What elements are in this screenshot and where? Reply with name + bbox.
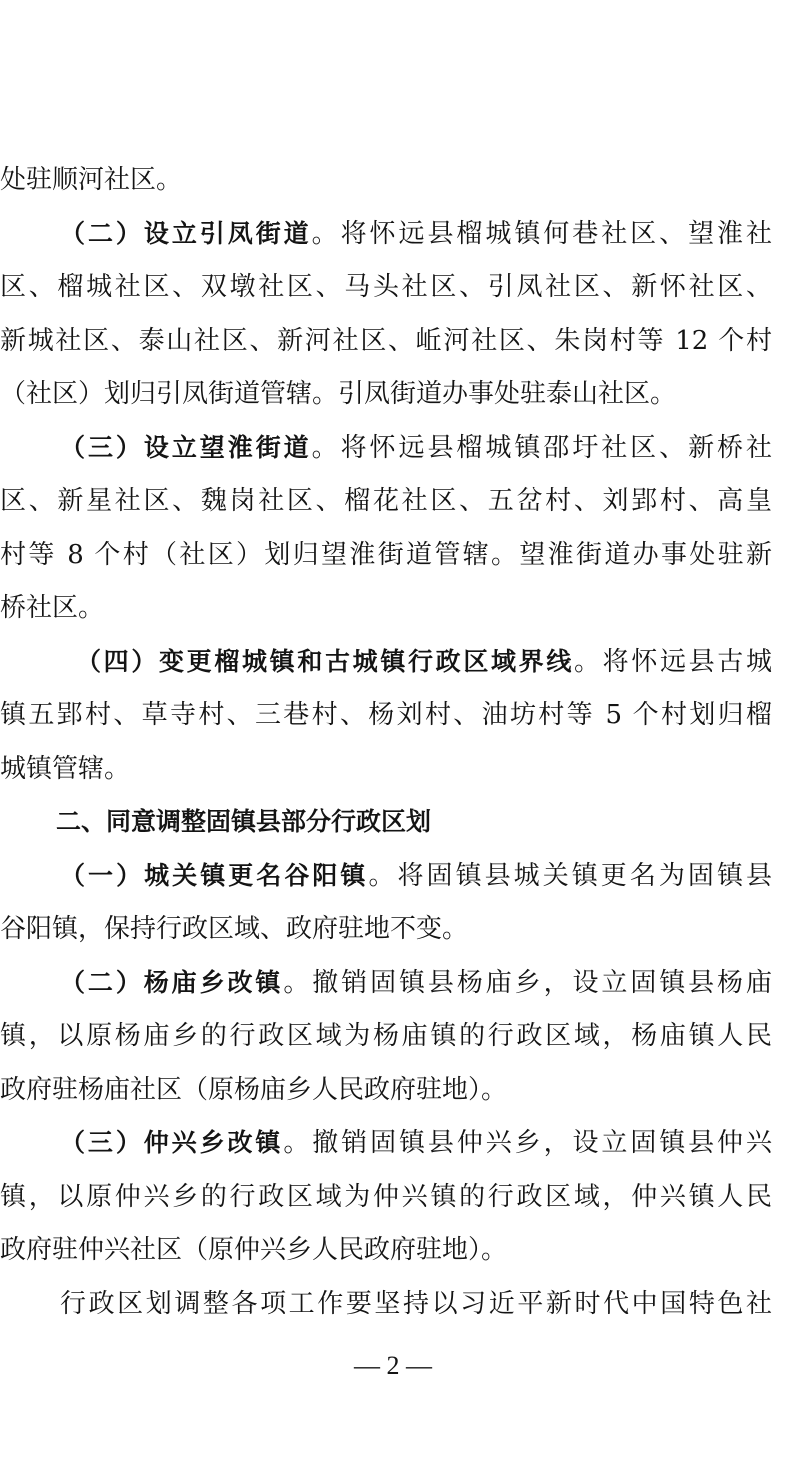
section-item-4-title-line: （四）变更榴城镇和古城镇行政区域界线。将怀远县古城 <box>76 647 772 677</box>
page-number: — 2 — <box>354 1351 432 1380</box>
section-item-1-title-line: （一）城关镇更名谷阳镇。将固镇县城关镇更名为固镇县 <box>60 861 772 891</box>
item-heading-zhongxing: （三）仲兴乡改镇 <box>60 1128 284 1157</box>
item-heading-guyang: （一）城关镇更名谷阳镇 <box>60 861 369 890</box>
text-line-1: 处驻顺河社区。 <box>0 165 183 195</box>
text-line-8: 村等 8 个村（社区）划归望淮街道管辖。望淮街道办事处驻新 <box>0 540 772 570</box>
text-line-9: 桥社区。 <box>0 593 105 623</box>
section-item-yangmiao-title-line: （二）杨庙乡改镇。撤销固镇县杨庙乡，设立固镇县杨庙 <box>60 968 772 998</box>
section-item-zhongxing-title-line: （三）仲兴乡改镇。撤销固镇县仲兴乡，设立固镇县仲兴 <box>60 1128 772 1158</box>
item-heading-yangmiao: （二）杨庙乡改镇 <box>60 968 284 997</box>
text-line-12: 城镇管辖。 <box>0 754 131 784</box>
text-line-15: 谷阳镇，保持行政区域、政府驻地不变。 <box>0 914 469 944</box>
text-line-7: 区、新星社区、魏岗社区、榴花社区、五岔村、刘郢村、高皇 <box>0 486 772 516</box>
text-line-22: 行政区划调整各项工作要坚持以习近平新时代中国特色社 <box>60 1289 772 1319</box>
text-line-17: 镇，以原杨庙乡的行政区域为杨庙镇的行政区域，杨庙镇人民 <box>0 1021 772 1051</box>
section-item-3-title-line: （三）设立望淮街道。将怀远县榴城镇邵圩社区、新桥社 <box>60 433 772 463</box>
item-heading-wanghuai: （三）设立望淮街道 <box>60 433 312 462</box>
text-line-4: 新城社区、泰山社区、新河社区、岴河社区、朱岗村等 12 个村 <box>0 326 772 356</box>
text-line-20: 镇，以原仲兴乡的行政区域为仲兴镇的行政区域，仲兴镇人民 <box>0 1182 772 1212</box>
text-line-21: 政府驻仲兴社区（原仲兴乡人民政府驻地）。 <box>0 1235 508 1265</box>
text-line-3: 区、榴城社区、双墩社区、马头社区、引凤社区、新怀社区、 <box>0 272 772 302</box>
text-line-18: 政府驻杨庙社区（原杨庙乡人民政府驻地）。 <box>0 1075 508 1105</box>
text-line-5: （社区）划归引凤街道管辖。引凤街道办事处驻泰山社区。 <box>0 379 677 409</box>
section-item-2-title-line: （二）设立引凤街道。将怀远县榴城镇何巷社区、望淮社 <box>60 219 772 249</box>
item-heading-yinfeng: （二）设立引凤街道 <box>60 219 312 248</box>
section-heading-guzhen: 二、同意调整固镇县部分行政区划 <box>56 807 432 836</box>
text-line-11: 镇五郢村、草寺村、三巷村、杨刘村、油坊村等 5 个村划归榴 <box>0 700 772 730</box>
item-heading-boundary: （四）变更榴城镇和古城镇行政区域界线 <box>76 647 574 676</box>
